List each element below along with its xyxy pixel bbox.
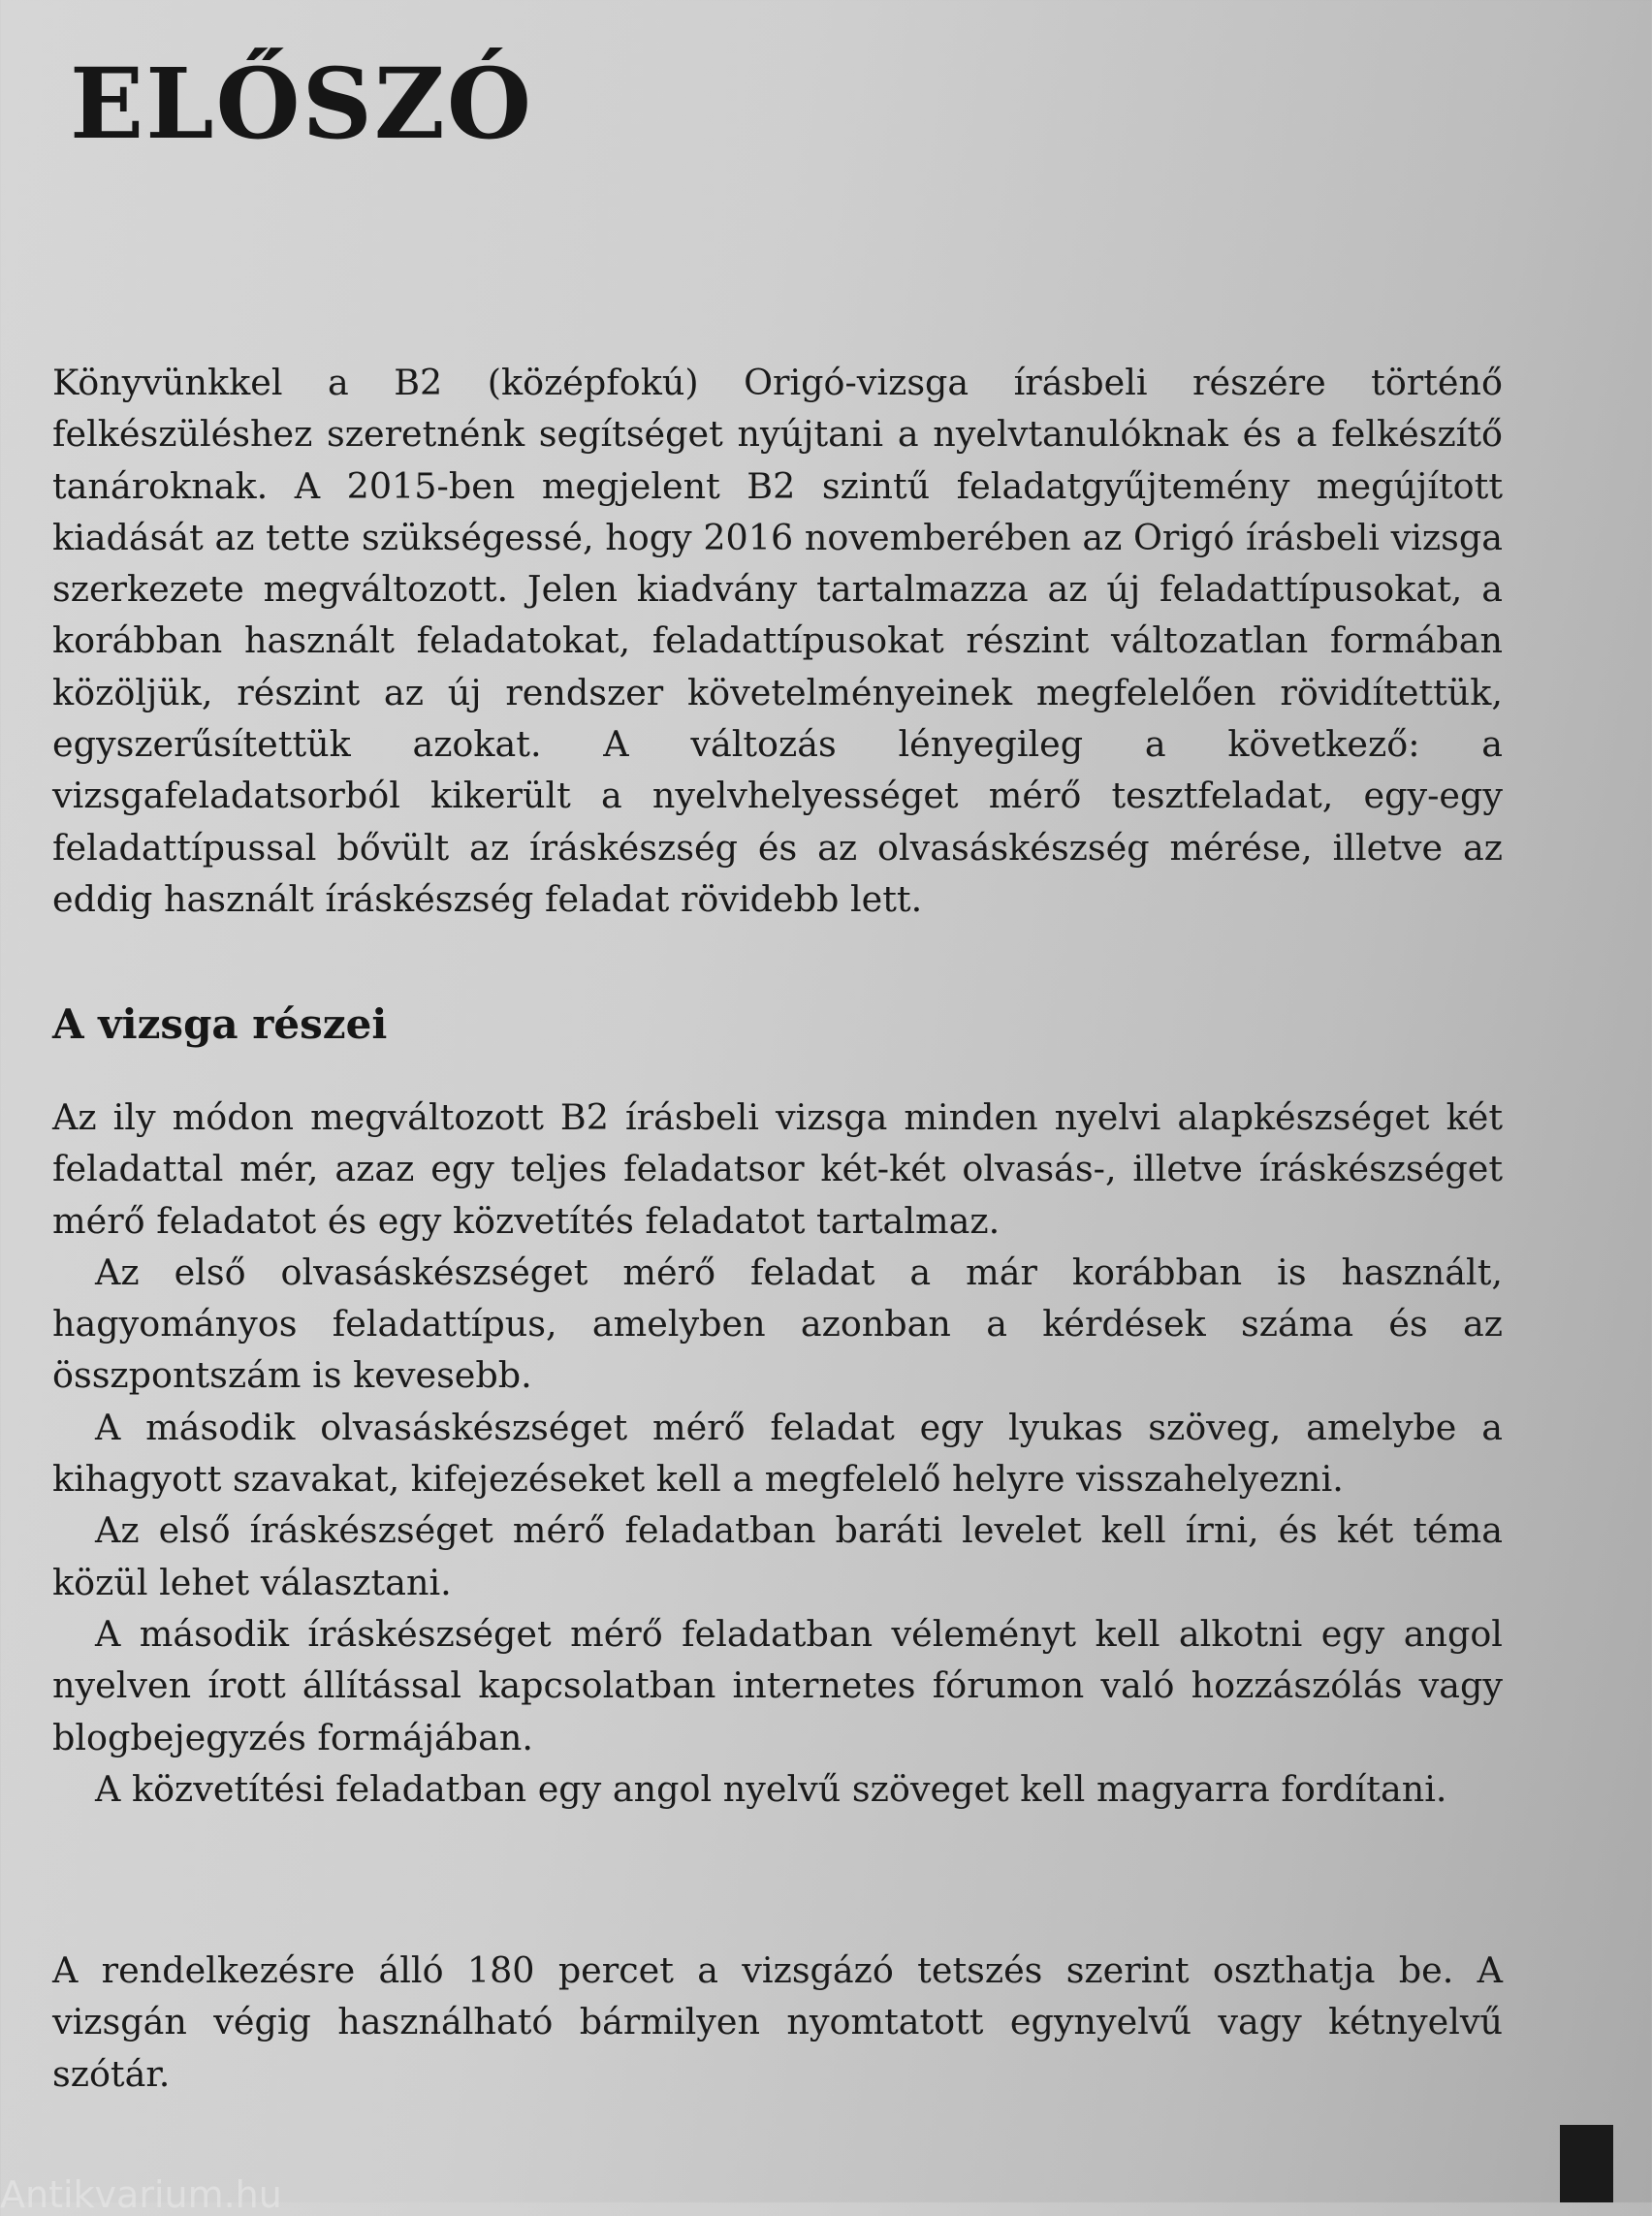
exam-parts-paragraph: Az ily módon megváltozott B2 írásbeli vizsga minden nyelvi alapkészséget két feladattal mér, azaz egy teljes feladatsor két-két olvasás-, illetve íráskészséget mérő feladatot és egy közvetítés feladatot tartalmaz. [52,1096,1503,1242]
exam-parts-paragraph: A második íráskészséget mérő feladatban véleményt kell alkotni egy angol nyelven írott állítással kapcsolatban internetes fórumon való hozzászólás vagy blogbejegyzés formájában. [52,1612,1503,1758]
intro-paragraph: Könyvünkkel a B2 (középfokú) Origó-vizsga írásbeli részére történő felkészüléshez szeretnénk segítséget nyújtani a nyelvtanulóknak és a felkészítő tanároknak. A 2015-ben megjelent B2 szintű feladatgyűjtemény megújított kiadását az tette szükségessé, hogy 2016 novemberében az Origó írásbeli vizsga szerkezete megváltozott. Jelen kiadvány tartalmazza az új feladattípusokat, a korábban használt feladatokat, feladattípusokat részint változatlan formában közöljük, részint az új rendszer követelményeinek megfelelően rövidítettük, egyszerűsítettük azokat. A változás lényegileg a következő: a vizsgafeladatsorból kikerült a nyelvhelyességet mérő tesztfeladat, egy-egy feladattípussal bővült az íráskészség és az olvasáskészség mérése, illetve az eddig használt íráskészség feladat rövidebb lett. [52,362,1503,920]
watermark-text: Antikvarium.hu [0,2173,282,2216]
exam-parts-paragraph: Az első íráskészséget mérő feladatban baráti levelet kell írni, és két téma közül lehet választani. [52,1509,1503,1603]
exam-parts-paragraph: Az első olvasáskészséget mérő feladat a már korábban is használt, hagyományos feladattípus, amelyben azonban a kérdések száma és az összpontszám is kevesebb. [52,1250,1503,1397]
exam-parts-paragraph: A közvetítési feladatban egy angol nyelvű szöveget kell magyarra fordítani. [95,1767,1447,1810]
exam-parts-paragraph: A második olvasáskészséget mérő feladat egy lyukas szöveg, amelybe a kihagyott szavakat, kifejezéseket kell a megfelelő helyre visszahelyezni. [52,1406,1503,1501]
closing-section [52,1945,1503,2100]
page-edge-tab [1560,2125,1613,2202]
exam-parts-section [52,1092,1503,1815]
page-title: ELŐSZÓ [70,47,533,161]
intro-section [52,357,1503,925]
section-heading: A vizsga részei [52,1000,388,1048]
closing-paragraph: A rendelkezésre álló 180 percet a vizsgázó tetszés szerint oszthatja be. A vizsgán végig használható bármilyen nyomtatott egynyelvű vagy kétnyelvű szótár. [52,1949,1503,2095]
